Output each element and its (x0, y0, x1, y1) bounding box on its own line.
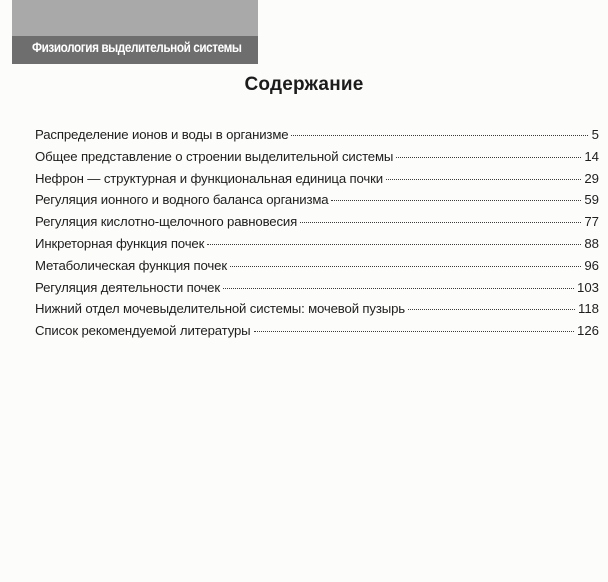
toc-entry-title: Нижний отдел мочевыделительной системы: мочевой пузырь (35, 301, 405, 317)
toc-entry (35, 323, 599, 345)
toc-entry-title: Распределение ионов и воды в организме (35, 127, 289, 142)
toc-entry (35, 171, 599, 193)
toc-entry-page: 5 (591, 127, 599, 142)
toc-entry-page: 59 (584, 192, 599, 208)
toc-entry-title: Нефрон — структурная и функциональная единица почки (35, 170, 383, 186)
toc-entry-page: 14 (584, 148, 599, 164)
toc-entry-title: Общее представление о строении выделительной системы (35, 148, 394, 164)
dot-leader (408, 309, 575, 310)
toc-entry (35, 214, 599, 236)
toc-entry-page: 103 (576, 279, 599, 295)
toc-entry (35, 127, 599, 149)
toc-entry (35, 236, 599, 258)
dot-leader (223, 288, 574, 289)
toc-entry-page: 29 (584, 170, 599, 186)
toc-entry-title: Метаболическая функция почек (35, 257, 227, 273)
running-header-title: Физиология выделительной системы (32, 39, 242, 55)
dot-leader (331, 200, 581, 201)
toc-entry-page: 88 (584, 235, 599, 251)
dot-leader (291, 135, 588, 136)
toc-entry-title: Список рекомендуемой литературы (35, 323, 251, 339)
dot-leader (386, 179, 581, 180)
toc-entry-page: 118 (577, 301, 599, 317)
toc-entry-title: Регуляция ионного и водного баланса организма (35, 192, 329, 208)
toc-entry (35, 280, 599, 302)
toc-entry-page: 96 (584, 257, 599, 273)
toc-entry (35, 192, 599, 214)
toc-entry (35, 149, 599, 171)
toc-entry-title: Инкреторная функция почек (35, 235, 205, 251)
toc-list (35, 127, 599, 345)
dot-leader (207, 244, 581, 245)
toc-entry (35, 301, 599, 323)
toc-entry-page: 77 (584, 214, 599, 230)
dot-leader (230, 266, 581, 267)
toc-entry (35, 258, 599, 280)
toc-entry-title: Регуляция кислотно-щелочного равновесия (35, 214, 298, 230)
toc-entry-title: Регуляция деятельности почек (35, 279, 220, 295)
dot-leader (254, 331, 574, 332)
dot-leader (396, 157, 581, 158)
toc-title: Содержание (244, 74, 364, 95)
toc-entry-page: 126 (576, 323, 599, 339)
dot-leader (300, 222, 581, 223)
